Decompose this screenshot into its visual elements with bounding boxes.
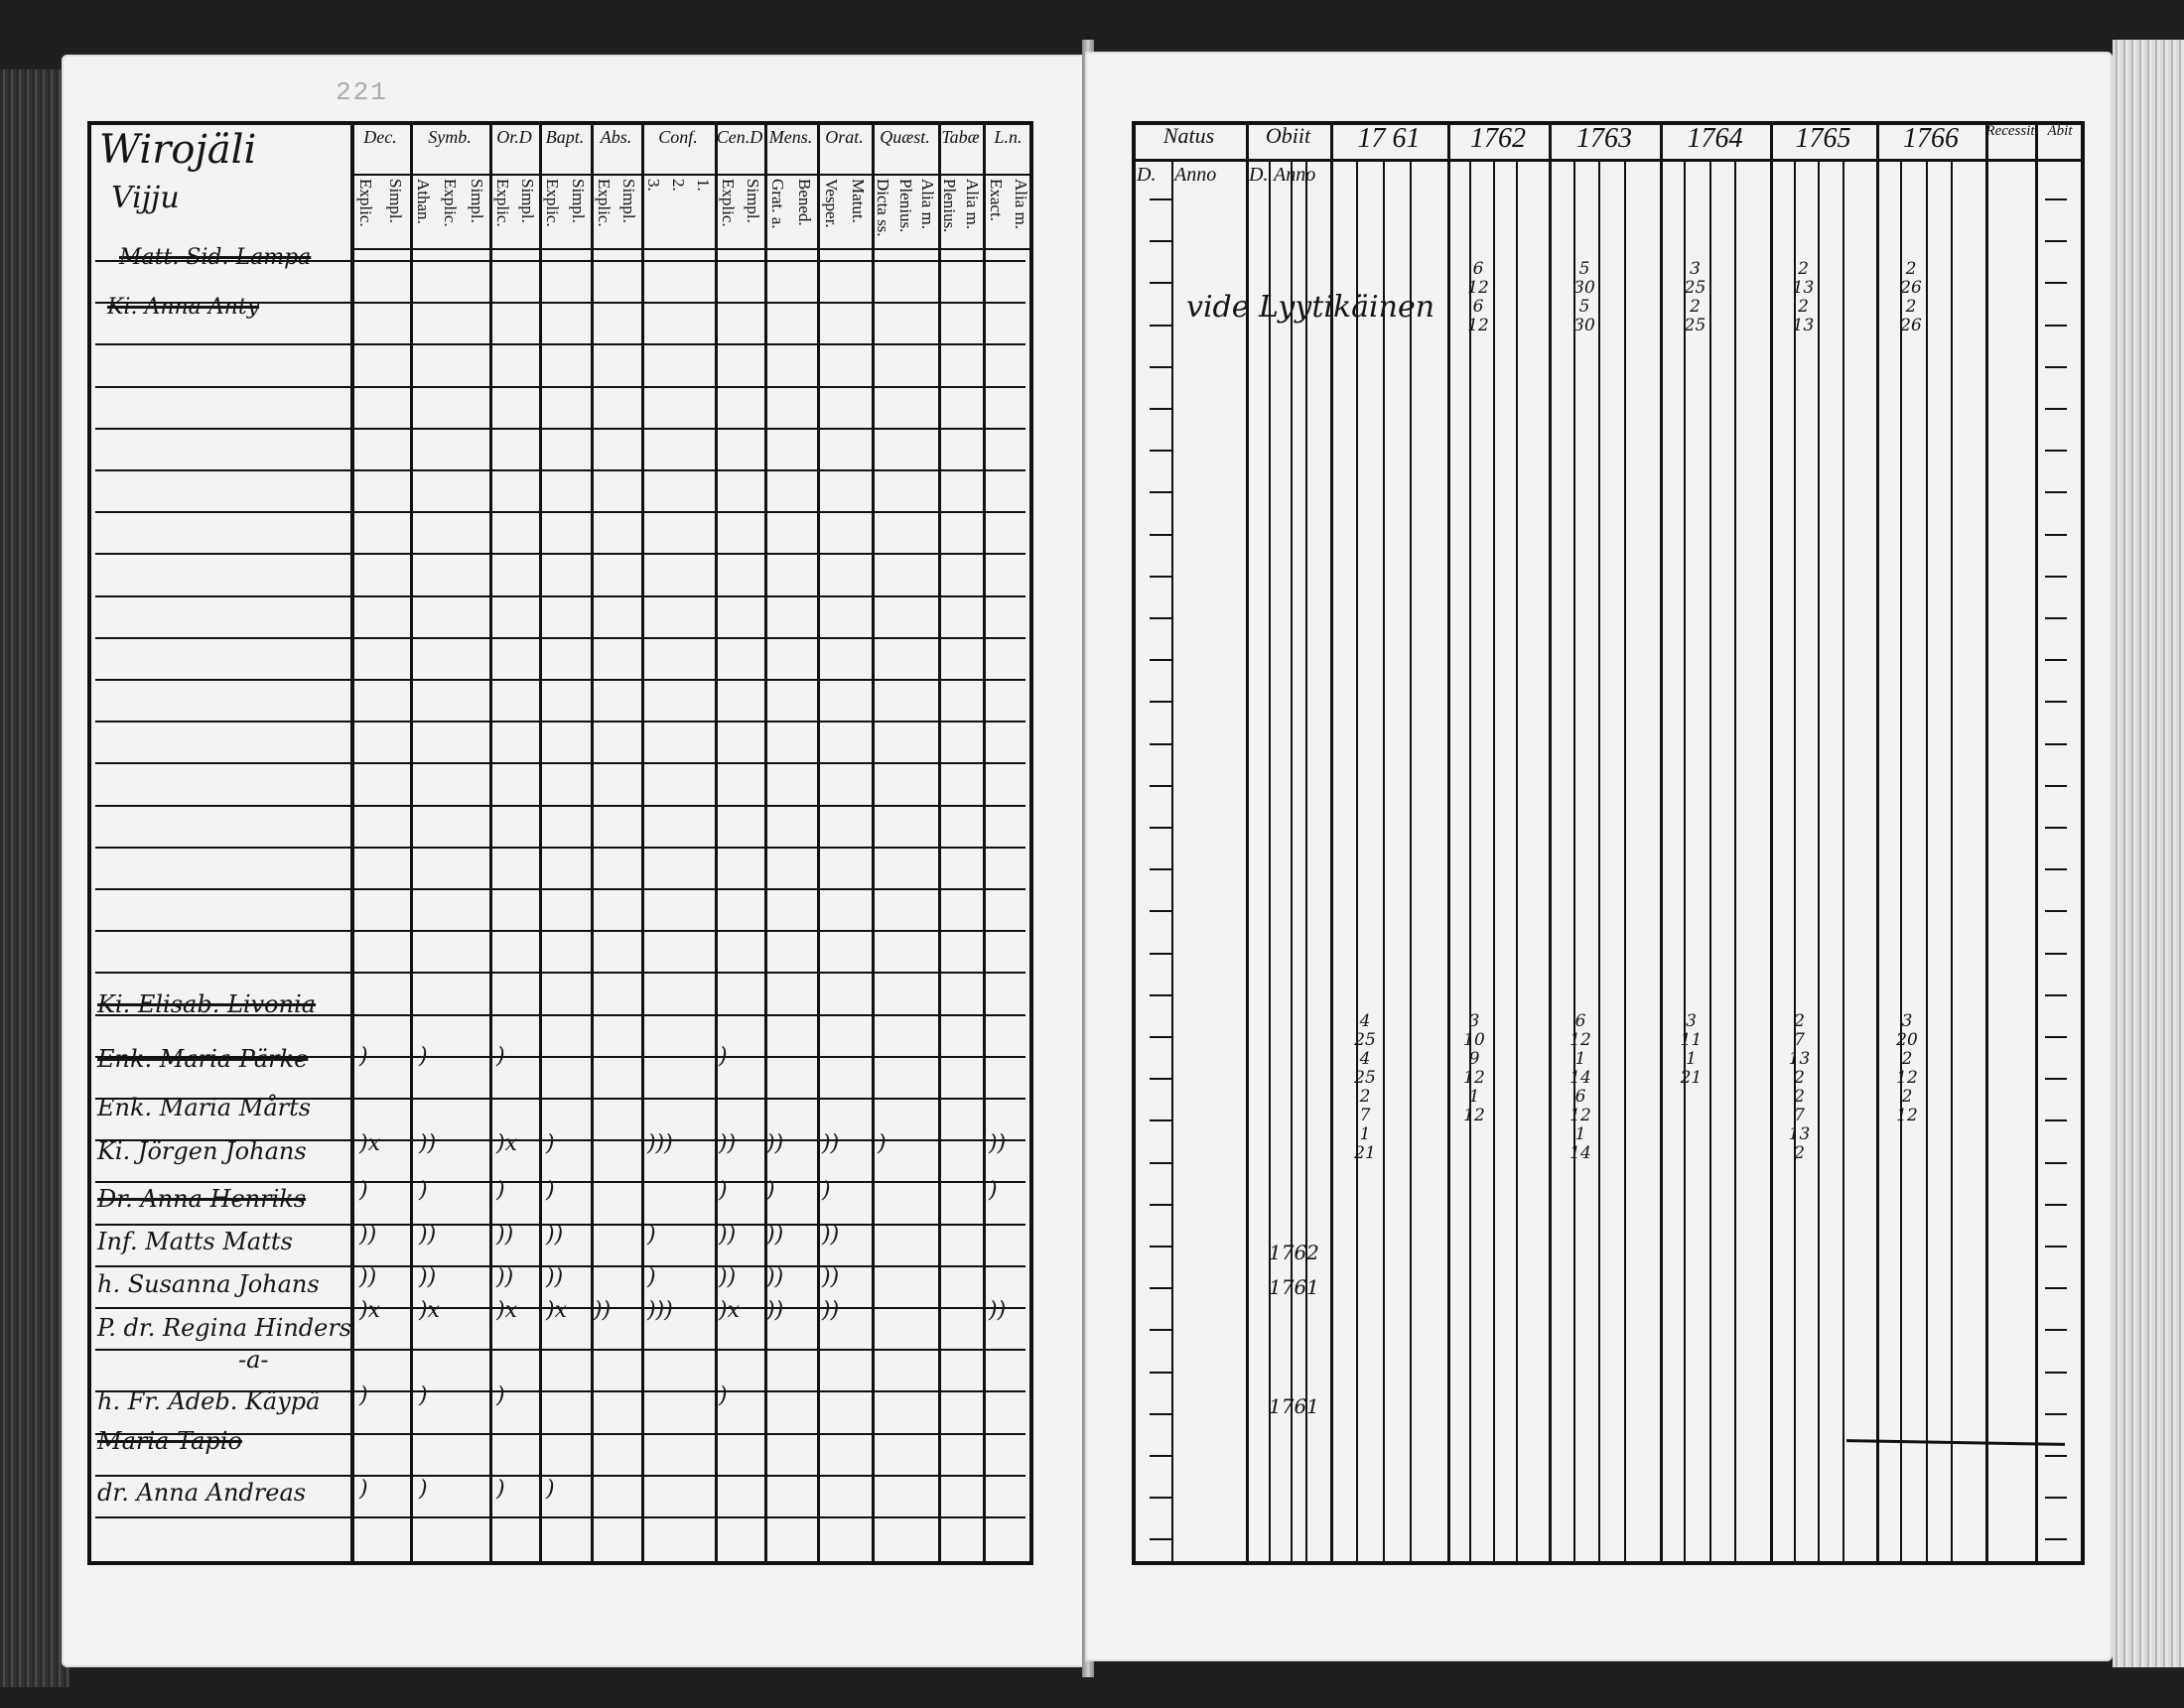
right-dash-left (1150, 953, 1171, 955)
row-mark: )) (719, 1131, 737, 1156)
right-dash-right (2045, 325, 2067, 327)
name-entry-1: Enk. Maria Pärke (97, 1045, 309, 1073)
right-header-8: Recessit (1985, 123, 2035, 139)
year-entry-bottom-2: 6 12 1 14 6 12 1 14 (1570, 1011, 1591, 1163)
right-dash-right (2045, 1036, 2067, 1038)
right-dash-left (1150, 1372, 1171, 1374)
death-year-1: 1761 (1269, 1275, 1319, 1299)
right-subheader-3: Anno (1274, 164, 1316, 186)
year-entry-bottom-3: 3 11 1 21 (1680, 1011, 1703, 1088)
right-year-subrule (1709, 161, 1711, 1565)
left-subheader-1-2: Simpl. (467, 179, 486, 223)
left-subheader-9-0: Dicta ss. (874, 179, 893, 237)
right-year-subrule (1734, 161, 1736, 1565)
right-year-subrule (1818, 161, 1820, 1565)
year-entry-bottom-4: 2 7 13 2 2 7 13 2 (1788, 1011, 1811, 1163)
right-dash-right (2045, 1078, 2067, 1080)
right-year-subrule (1951, 161, 1953, 1565)
right-dash-left (1150, 910, 1171, 912)
name-entry-0: Ki. Elisab. Livonia (97, 990, 317, 1018)
right-dash-right (2045, 1246, 2067, 1248)
row-mark: )) (594, 1298, 612, 1323)
row-mark: )) (989, 1131, 1007, 1156)
left-subheader-7-0: Grat. a. (768, 179, 788, 229)
left-row-rule (95, 679, 1025, 681)
left-row-rule (95, 553, 1025, 555)
year-entry-top-0: 6 12 6 12 (1467, 259, 1489, 335)
year-entry-top-1: 5 30 5 30 (1573, 259, 1595, 335)
left-subheader-9-1: Plenius. (895, 179, 915, 233)
right-year-subrule (1516, 161, 1518, 1565)
row-mark: ) (719, 1044, 728, 1069)
row-mark: ) (647, 1223, 656, 1248)
row-mark: ) (359, 1383, 368, 1408)
row-mark: )) (822, 1298, 840, 1323)
right-dash-left (1150, 1078, 1171, 1080)
right-dash-left (1150, 576, 1171, 578)
row-mark: )) (546, 1223, 564, 1248)
right-year-subrule (1843, 161, 1844, 1565)
right-dash-right (2045, 576, 2067, 578)
right-dash-right (2045, 617, 2067, 619)
right-dash-left (1150, 659, 1171, 661)
left-header-7: Mens. (768, 127, 813, 147)
right-dash-right (2045, 1329, 2067, 1331)
left-subheader-8-0: Vesper. (821, 179, 841, 228)
right-header-3: 1762 (1470, 123, 1526, 154)
right-dash-right (2045, 701, 2067, 703)
right-dash-right (2045, 1287, 2067, 1289)
row-mark: )) (766, 1265, 784, 1290)
row-mark: )) (496, 1265, 514, 1290)
row-mark: ) (496, 1044, 505, 1069)
name-entry-6: h. Susanna Johans (97, 1270, 320, 1298)
right-dash-right (2045, 366, 2067, 368)
right-column-rule (1246, 121, 1249, 1565)
row-mark: ) (496, 1383, 505, 1408)
name-entry-top-2: Ki. Anna Anty (107, 295, 260, 320)
row-mark: ) (419, 1477, 428, 1502)
left-row-rule (95, 343, 1025, 345)
right-header-1: Obiit (1265, 123, 1311, 148)
right-header-6: 1765 (1795, 123, 1851, 154)
right-dash-left (1150, 366, 1171, 368)
left-header-8: Orat. (825, 127, 864, 147)
left-subheader-6-0: Explic. (718, 179, 738, 227)
left-subheader-7-1: Bened. (794, 179, 814, 226)
left-subheader-4-0: Explic. (594, 179, 614, 227)
left-subheader-2-1: Simpl. (517, 179, 537, 223)
right-dash-right (2045, 1162, 2067, 1164)
right-dash-left (1150, 617, 1171, 619)
name-entry-4: Dr. Anna Henriks (97, 1185, 307, 1213)
right-subcolumn-rule (1291, 161, 1293, 1565)
right-year-subrule (1356, 161, 1358, 1565)
right-subcolumn-rule (1305, 161, 1307, 1565)
row-mark: ) (359, 1044, 368, 1069)
left-header-6: Cen.D (716, 127, 763, 147)
right-dash-left (1150, 1329, 1171, 1331)
right-dash-left (1150, 827, 1171, 829)
right-subcolumn-rule (1269, 161, 1271, 1565)
right-dash-left (1150, 408, 1171, 410)
right-dash-left (1150, 325, 1171, 327)
right-dash-right (2045, 1455, 2067, 1457)
right-year-subrule (1469, 161, 1471, 1565)
right-header-2: 17 61 (1357, 123, 1421, 154)
right-subheader-0: D. (1137, 164, 1157, 186)
right-dash-right (2045, 953, 2067, 955)
row-mark: ) (496, 1178, 505, 1203)
left-subheader-3-1: Simpl. (569, 179, 588, 223)
name-entry-7: P. dr. Regina Hinders (97, 1314, 352, 1342)
right-year-subrule (1684, 161, 1686, 1565)
row-mark: ) (719, 1383, 728, 1408)
row-mark: )) (766, 1298, 784, 1323)
row-mark: ) (419, 1044, 428, 1069)
right-year-subrule (1624, 161, 1626, 1565)
left-row-rule (95, 1349, 1025, 1351)
year-entry-bottom-1: 3 10 9 12 1 12 (1463, 1011, 1485, 1125)
right-column-rule (1660, 121, 1663, 1565)
row-mark: )) (419, 1265, 437, 1290)
right-dash-right (2045, 1413, 2067, 1415)
right-year-subrule (1410, 161, 1412, 1565)
left-subheader-5-2: 1. (693, 179, 713, 192)
row-mark: ) (989, 1178, 998, 1203)
right-dash-left (1150, 1162, 1171, 1164)
name-entry-9: h. Fr. Adeb. Käypä (97, 1387, 321, 1415)
right-header-0: Natus (1162, 123, 1215, 148)
row-mark: )x (496, 1298, 517, 1323)
left-row-rule (95, 428, 1025, 430)
cross-reference-annotation: vide Lyytikäinen (1186, 290, 1435, 325)
left-row-rule (95, 721, 1025, 723)
right-dash-right (2045, 282, 2067, 284)
right-dash-right (2045, 1204, 2067, 1206)
right-dash-right (2045, 1119, 2067, 1121)
left-subheader-2-0: Explic. (492, 179, 512, 227)
row-mark: ) (496, 1477, 505, 1502)
year-entry-bottom-5: 3 20 2 12 2 12 (1896, 1011, 1918, 1125)
right-dash-left (1150, 994, 1171, 996)
right-dash-left (1150, 1287, 1171, 1289)
row-mark: ) (359, 1477, 368, 1502)
row-mark: )) (546, 1265, 564, 1290)
left-header-10: Tabæ (941, 127, 980, 147)
row-mark: )) (766, 1131, 784, 1156)
left-row-rule (95, 637, 1025, 639)
row-mark: )x (719, 1298, 740, 1323)
row-mark: ) (822, 1178, 831, 1203)
name-entry-top-1: Matt. Sid. Lampa (119, 245, 312, 270)
left-subheader-0-1: Simpl. (386, 179, 405, 223)
right-dash-right (2045, 450, 2067, 452)
row-mark: ))) (647, 1131, 673, 1156)
left-subheader-5-0: 3. (644, 179, 664, 192)
right-dash-left (1150, 198, 1171, 200)
row-mark: ) (546, 1178, 555, 1203)
right-dash-left (1150, 701, 1171, 703)
left-header-0: Dec. (363, 127, 397, 147)
right-dash-left (1150, 1538, 1171, 1540)
right-dash-left (1150, 1036, 1171, 1038)
left-subheader-1-0: Athan. (414, 179, 434, 224)
right-dash-right (2045, 994, 2067, 996)
book-spine-edge (0, 69, 69, 1687)
right-dash-left (1150, 868, 1171, 870)
right-dash-right (2045, 1497, 2067, 1499)
left-subheader-4-1: Simpl. (619, 179, 639, 223)
row-mark: )x (359, 1131, 380, 1156)
name-entry-11: dr. Anna Andreas (97, 1479, 307, 1507)
right-dash-right (2045, 408, 2067, 410)
left-row-rule (95, 847, 1025, 849)
left-subheader-10-1: Alia m. (962, 179, 982, 229)
left-header-5: Conf. (658, 127, 698, 147)
left-header-11: L.n. (994, 127, 1023, 147)
row-mark: ) (546, 1131, 555, 1156)
right-dash-right (2045, 827, 2067, 829)
right-column-rule (1876, 121, 1879, 1565)
left-subheader-3-0: Explic. (543, 179, 562, 227)
left-row-rule (95, 888, 1025, 890)
row-mark: )) (719, 1223, 737, 1248)
name-entry-3: Ki. Jörgen Johans (97, 1137, 307, 1165)
right-column-rule (2035, 121, 2038, 1565)
right-dash-right (2045, 785, 2067, 787)
left-row-rule (95, 595, 1025, 597)
right-header-rule (1132, 159, 2085, 162)
left-subheader-10-0: Plenius. (940, 179, 960, 233)
right-subheader-1: Anno (1174, 164, 1217, 186)
row-mark: )x (419, 1298, 440, 1323)
year-entry-top-2: 3 25 2 25 (1684, 259, 1706, 335)
right-dash-right (2045, 659, 2067, 661)
right-dash-left (1150, 282, 1171, 284)
right-year-subrule (1794, 161, 1796, 1565)
right-dash-left (1150, 450, 1171, 452)
left-subheader-8-1: Matut. (849, 179, 869, 223)
right-header-9: Abit (2047, 123, 2073, 139)
row-mark: ) (359, 1178, 368, 1203)
left-row-rule (95, 930, 1025, 932)
row-mark: ) (419, 1383, 428, 1408)
right-dash-left (1150, 1119, 1171, 1121)
row-mark: )) (989, 1298, 1007, 1323)
right-year-subrule (1926, 161, 1928, 1565)
row-mark: ) (546, 1477, 555, 1502)
row-mark: )) (359, 1223, 377, 1248)
right-year-subrule (1383, 161, 1385, 1565)
right-header-7: 1766 (1903, 123, 1959, 154)
death-year-0: 1762 (1269, 1241, 1319, 1264)
left-row-rule (95, 469, 1025, 471)
book-page-edges (2113, 40, 2184, 1667)
left-row-rule (95, 511, 1025, 513)
row-mark: )) (766, 1223, 784, 1248)
right-column-rule (1985, 121, 1988, 1565)
row-mark: )x (496, 1131, 517, 1156)
right-dash-right (2045, 868, 2067, 870)
place-subtitle: Vijju (111, 181, 180, 215)
row-mark: )) (359, 1265, 377, 1290)
row-mark: ) (878, 1131, 887, 1156)
left-row-rule (95, 1516, 1025, 1518)
row-mark: )) (822, 1131, 840, 1156)
right-column-rule (1330, 121, 1333, 1565)
right-column-rule (1549, 121, 1552, 1565)
right-dash-left (1150, 743, 1171, 745)
name-entry-8: -a- (238, 1346, 269, 1374)
place-name: Wirojäli (99, 127, 257, 173)
left-header-1: Symb. (428, 127, 472, 147)
row-mark: ) (419, 1178, 428, 1203)
left-header-3: Bapt. (545, 127, 585, 147)
right-year-subrule (1493, 161, 1495, 1565)
folio-number: 221 (336, 77, 388, 107)
right-dash-left (1150, 1204, 1171, 1206)
right-dash-left (1150, 534, 1171, 536)
right-dash-right (2045, 491, 2067, 493)
left-row-rule (95, 805, 1025, 807)
row-mark: )) (496, 1223, 514, 1248)
left-subheader-11-1: Alia m. (1012, 179, 1031, 229)
right-dash-left (1150, 240, 1171, 242)
right-dash-right (2045, 198, 2067, 200)
name-entry-5: Inf. Matts Matts (97, 1228, 293, 1255)
row-mark: )x (546, 1298, 567, 1323)
right-register-table (1132, 121, 2085, 1565)
right-subcolumn-rule (1171, 161, 1173, 1565)
right-dash-left (1150, 785, 1171, 787)
left-row-rule (95, 972, 1025, 974)
row-mark: ) (719, 1178, 728, 1203)
left-subheader-5-1: 2. (669, 179, 688, 192)
right-dash-right (2045, 534, 2067, 536)
right-header-4: 1763 (1576, 123, 1632, 154)
death-year-2: 1761 (1269, 1394, 1319, 1418)
right-dash-right (2045, 743, 2067, 745)
row-mark: ) (766, 1178, 775, 1203)
right-year-subrule (1900, 161, 1902, 1565)
row-mark: )x (359, 1298, 380, 1323)
left-subheader-11-0: Exact. (986, 179, 1006, 221)
left-subheader-9-2: Alia m. (917, 179, 937, 229)
row-mark: )) (419, 1131, 437, 1156)
left-subheader-0-0: Explic. (356, 179, 375, 227)
right-dash-left (1150, 1246, 1171, 1248)
left-header-rule (350, 174, 1033, 176)
left-subheader-6-1: Simpl. (743, 179, 762, 223)
right-year-subrule (1598, 161, 1600, 1565)
left-header-9: Quæst. (880, 127, 930, 147)
year-entry-top-3: 2 13 2 13 (1792, 259, 1815, 335)
right-dash-right (2045, 1538, 2067, 1540)
right-dash-right (2045, 910, 2067, 912)
left-header-4: Abs. (600, 127, 632, 147)
right-header-5: 1764 (1687, 123, 1743, 154)
left-subheader-1-1: Explic. (441, 179, 460, 227)
row-mark: ))) (647, 1298, 673, 1323)
year-entry-bottom-0: 4 25 4 25 2 7 1 21 (1354, 1011, 1376, 1163)
right-dash-right (2045, 240, 2067, 242)
left-header-2: Or.D (496, 127, 532, 147)
row-mark: )) (822, 1265, 840, 1290)
name-entry-2: Enk. Maria Mårts (97, 1094, 312, 1121)
right-dash-left (1150, 491, 1171, 493)
left-row-rule (95, 762, 1025, 764)
right-dash-left (1150, 1455, 1171, 1457)
name-entry-10: Maria Tapio (97, 1427, 242, 1455)
left-subheader-rule (350, 248, 1033, 250)
left-row-rule (95, 1475, 1025, 1477)
year-entry-top-4: 2 26 2 26 (1900, 259, 1922, 335)
row-mark: )) (719, 1265, 737, 1290)
row-mark: )) (822, 1223, 840, 1248)
row-mark: ) (647, 1265, 656, 1290)
right-dash-left (1150, 1497, 1171, 1499)
right-column-rule (1447, 121, 1450, 1565)
right-year-subrule (1573, 161, 1575, 1565)
right-dash-right (2045, 1372, 2067, 1374)
right-subheader-2: D. (1249, 164, 1269, 186)
right-dash-left (1150, 1413, 1171, 1415)
right-column-rule (1770, 121, 1773, 1565)
left-row-rule (95, 1181, 1025, 1183)
row-mark: )) (419, 1223, 437, 1248)
left-row-rule (95, 386, 1025, 388)
